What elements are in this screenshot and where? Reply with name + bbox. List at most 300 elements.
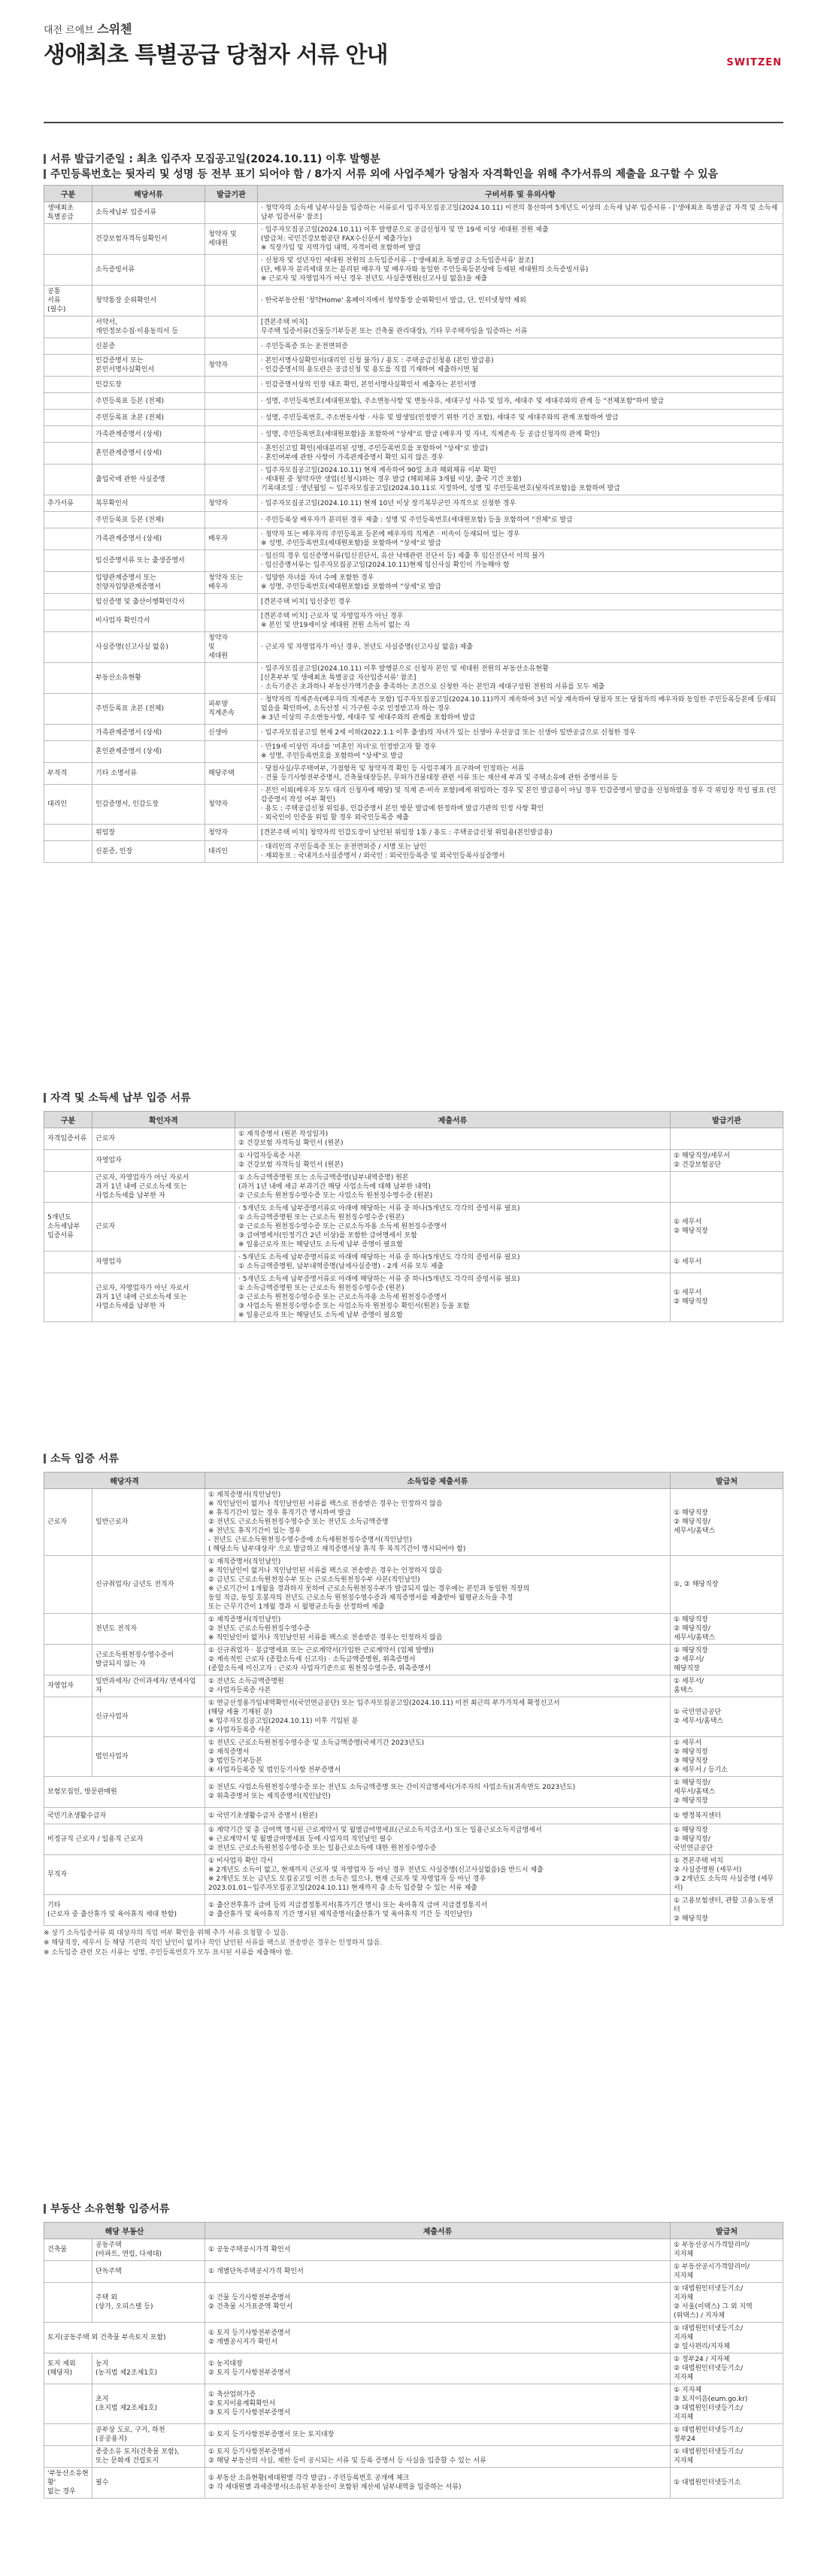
category-cell	[44, 2283, 92, 2323]
col-header: 구분	[44, 186, 92, 202]
col-header: 구비서류 및 유의사항	[258, 186, 783, 202]
issuer-cell	[205, 316, 258, 338]
note-cell: · 인감증명서상의 인장 대조 확인, 본인서명사실확인서 제출자는 본인서명	[258, 377, 783, 393]
table-property	[44, 2222, 783, 2499]
document-cell: 복무확인서	[92, 495, 205, 512]
category-cell	[44, 377, 92, 393]
table-header-row	[44, 1112, 783, 1128]
document-cell: 부동산소유현황	[92, 663, 205, 694]
category-cell	[44, 355, 92, 377]
documents-cell: ① 축산업허가증 ② 토지이용계획확인서 ③ 토지 등기사항전부증명서	[205, 2384, 671, 2424]
category-cell	[44, 632, 92, 663]
issuer-cell: ① 행정복지센터	[671, 1808, 783, 1824]
documents-cell: ① 재직증명서(직인날인) ② 전년도 근로소득원천징수영수증 ※ 직인날인이 없거나 직인날인된 서류를 팩스로 전송받은 경우는 인정하지 않음	[205, 1614, 671, 1645]
category-cell	[44, 528, 92, 550]
category-cell	[44, 594, 92, 610]
document-cell: 기타 소명서류	[92, 763, 205, 785]
income-notes: ※ 상기 소득입증서류 외 대상자의 직업 여부 확인을 위해 추가 서류 요청할 수 있음. ※ 해당직장, 세무서 등 해당 기관의 직인 날인이 없거나 작인 날인된 서류를 팩스로 전송받은 경우는 인정하지 않음. ※ 소득입증 관련 모든 서류는 성명, 주민등록번호가 모두 표시된 서류를 제출해야 함.	[44, 1930, 383, 1957]
qualification-cell: 초지 (초지법 제2조제1호)	[92, 2384, 205, 2424]
issuer-cell: ① 견본주택 비치 ② 사실증명원 (세무서) ③ 2개년도 소득의 사실증명 (세무서)	[671, 1855, 783, 1895]
table-row	[44, 1808, 783, 1824]
category-cell: 토지 제외 (해당자)	[44, 2354, 92, 2384]
table-header-row	[44, 186, 783, 202]
documents-cell: ① 전년도 사업소득원천징수영수증 또는 전년도 소득금액증명 또는 간이지급명세서(거주자의 사업소득)(귀속연도 2023년도) ② 위촉증명서 또는 재직증명서(직인날인)	[205, 1777, 671, 1808]
category-cell: 비정규직 근로자 / 일용직 근로자	[44, 1824, 205, 1855]
table-row	[44, 2261, 783, 2283]
document-cell: 인감증명서 또는 본인서명사실확인서	[92, 355, 205, 377]
issuer-cell	[205, 443, 258, 465]
document-cell: 인감증명서, 인감도장	[92, 785, 205, 825]
issuer-cell	[205, 255, 258, 286]
issuer-cell	[205, 741, 258, 763]
category-cell	[44, 610, 92, 632]
table-row	[44, 763, 783, 785]
category-cell	[44, 1273, 92, 1322]
issuer-cell: ① 해당직장 ② 해당직장/ 국민연금공단	[671, 1824, 783, 1855]
category-cell	[44, 338, 92, 355]
table-row	[44, 1737, 783, 1777]
documents-cell: ① 전년도 근로소득원천징수영수증 및 소득금액증명(국세기간 2023년도) ② 재직증명서 ③ 법인등기부등본 ④ 사업자등록증 및 법인등기사항 전부증명서	[205, 1737, 671, 1777]
qualification-cell: 근로자, 자영업자가 아닌 자로서 과거 1년 내에 근로소득세 또는 사업소득세를 납부한 자	[92, 1273, 235, 1322]
category-cell	[44, 2446, 92, 2468]
table-row	[44, 1855, 783, 1895]
table-main-docs	[44, 185, 783, 863]
col-header: 발급기관	[205, 186, 258, 202]
category-cell	[44, 694, 92, 725]
issuer-cell: ① 고용보험센터, 관할 고용노동센터 ② 해당직장	[671, 1895, 783, 1926]
table-row	[44, 528, 783, 550]
document-cell: 서약서, 개인정보수집·이용동의서 등	[92, 316, 205, 338]
issuer-cell: ① 해당직장 ② 해당직장/ 세무서/홈택스	[671, 1489, 783, 1556]
table-row	[44, 825, 783, 841]
category-cell: 무직자	[44, 1855, 205, 1895]
col-header: 제출서류	[205, 2223, 671, 2239]
table-row	[44, 663, 783, 694]
document-cell: 혼인관계증명서 (상세)	[92, 741, 205, 763]
qualification-cell: 단독주택	[92, 2261, 205, 2283]
category-cell	[44, 512, 92, 528]
issuer-cell	[205, 465, 258, 495]
documents-cell: · 5개년도 소득세 납부증명서류로 아래에 해당하는 서류 중 하나(5개년도 각각의 증빙서류 필요) ① 소득금액증명원, 납부내역증명(납세사실증명) - 2개 서류 모두 제출	[235, 1252, 671, 1273]
document-cell: 가족관계증명서 (상세)	[92, 725, 205, 741]
category-cell	[44, 550, 92, 572]
title-divider	[44, 122, 783, 123]
section-1	[44, 185, 783, 863]
category-cell	[44, 255, 92, 286]
qualification-cell: 농지 (농지법 제2조제1호)	[92, 2354, 205, 2384]
issuer-cell: ① 대법원인터넷등기소/ 정부24	[671, 2424, 783, 2446]
issuer-cell	[205, 410, 258, 426]
issuer-cell: 청약자 및 세대원	[205, 632, 258, 663]
category-cell: 국민기초생활수급자	[44, 1808, 205, 1824]
issuer-cell: ① 대법원인터넷등기소	[671, 2468, 783, 2499]
table-row	[44, 393, 783, 410]
table-row	[44, 410, 783, 426]
note-cell: · 본인서명사실확인서(대리인 신청 불가) / 용도 : 주택공급신청용 (본인 발급용) · 인감증명서의 용도란은 공급신청 및 용도를 직접 기재하여 제출하시면 됨	[258, 355, 783, 377]
note-cell: [견본주택 비치] 청약자의 인감도장이 날인된 위임장 1통 / 용도 : 주택공급신청 위임용(본인발급용)	[258, 825, 783, 841]
category-cell	[44, 2384, 92, 2424]
table-row	[44, 2384, 783, 2424]
category-cell	[44, 410, 92, 426]
category-cell	[44, 1150, 92, 1172]
table-row	[44, 725, 783, 741]
issuer-cell	[205, 610, 258, 632]
note-cell: · 만19세 이상인 자녀를 '미혼인 자녀'로 인정받고자 할 경우 ※ 성명, 주민등록번호를 포함하여 "상세"로 발급	[258, 741, 783, 763]
issuer-cell: ① 부동산공시가격알리미/ 지자체	[671, 2239, 783, 2261]
table-row	[44, 2354, 783, 2384]
intro-line-1: 서류 발급기준일 : 최초 입주자 모집공고일(2024.10.11) 이후 발행분	[50, 153, 380, 165]
table-row	[44, 2323, 783, 2354]
table-row	[44, 495, 783, 512]
category-cell	[44, 1645, 92, 1675]
document-cell: 가족관계증명서 (상세)	[92, 426, 205, 443]
document-cell: 청약통장 순위확인서	[92, 286, 205, 316]
note-cell: · 입양한 자녀를 자녀 수에 포함한 경우 ※ 성명, 주민등록번호(세대원포함)를 포함하여 "상세"로 발급	[258, 572, 783, 594]
table-row	[44, 594, 783, 610]
category-cell: 보험모집인, 방문판매원	[44, 1777, 205, 1808]
note-cell: · 주민등록상 배우자가 분리된 경우 제출 : 성명 및 주민등록번호(세대원포함) 등을 포함하여 "전체"로 발급	[258, 512, 783, 528]
table-row	[44, 443, 783, 465]
document-cell: 임신증명 및 출산이행확인각서	[92, 594, 205, 610]
documents-cell: ① 연금산정용가입내역확인서(국민연금공단) 또는 입주자모집공고일(2024.10.11) 이전 최근의 부가가치세 확정신고서 (해당 세율 기재된 분) ※ 입주자모집공고일(2024.10.11) 이후 기입된 분 ② 사업자등록증 사본	[205, 1697, 671, 1737]
document-cell: 건강보험자격득실확인서	[92, 224, 205, 255]
issuer-cell	[671, 1128, 783, 1150]
documents-cell: ① 건물 등기사항전부증명서 ② 건축물 시가표준액 확인서	[205, 2283, 671, 2323]
table-row	[44, 377, 783, 393]
documents-cell: ① 재직증명서(직인날인) ※ 직인날인이 없거나 직인날인된 서류를 팩스로 전송받은 경우는 인정하지 않음 ※ 휴직기간이 있는 경우 휴직기간 명시하여 발급 ② 전년도 근로소득원천징수영수증 또는 전년도 소득금액증명 ※ 전년도 휴직기간이 있는 경우 - 전년도 근로소득원천징수영수증에 소득세원천징수증명서(직인날인) ( 해당소득 납부대상자' 으로 발급하고 재직증명서상 휴직 후 복직기간이 명시되어야 함)	[205, 1489, 671, 1556]
table-row	[44, 1556, 783, 1614]
issuer-cell: 청약자	[205, 825, 258, 841]
note-cell: · 입주자모집공고일(2024.10.11) 현재 계속하여 90일 초과 해외체류 이부 확인 · 세대원 중 청약자만 생업(신청시)하는 경우 발급 (해외체류 3개월 이상, 출국 기간 포함) 기록대조일 : 생년월일 ~ 입주자모집공고일(2024.10.11로 지정하여, 성명 및 주민등록번호(뒷자리포함)를 포함하여 발급	[258, 465, 783, 495]
note-cell: · 청약자 또는 배우자의 주민등록표 등본에 배우자의 직계존 · 비속이 등재되어 있는 경우 ※ 성명, 주민등록번호(세대원포함)를 포함하여 "상세"로 발급	[258, 528, 783, 550]
note-cell: · 혼인신고일 확인(세대분리된 성명, 주민등록번호를 포함하여 "상세"로 발급) · 혼인여부에 관한 사항이 가족관계증명서 확인 되지 않은 경우	[258, 443, 783, 465]
note-cell: · 주민등록증 또는 운전면허증	[258, 338, 783, 355]
issuer-cell: ① 대법원인터넷등기소/ 지자체	[671, 2446, 783, 2468]
document-cell: 주민등록표 초본 (전체)	[92, 410, 205, 426]
qualification-cell: 필수	[92, 2468, 205, 2499]
qualification-cell: 전년도 전직자	[92, 1614, 205, 1645]
col-header: 발급처	[671, 2223, 783, 2239]
issuer-cell	[205, 512, 258, 528]
table-row	[44, 316, 783, 338]
qualification-cell: 자영업자	[92, 1150, 235, 1172]
note-cell: · 성명, 주민등록번호(세대원포함), 주소변동사항 및 변동사유, 세대구성 사유 및 일자, 세대주 및 세대주와의 관계 등 "전체포함"하여 발급	[258, 393, 783, 410]
qualification-cell: 주택 외 (상가, 오피스텔 등)	[92, 2283, 205, 2323]
issuer-cell	[205, 393, 258, 410]
table-row	[44, 426, 783, 443]
category-cell: 자영업자	[44, 1675, 92, 1697]
col-header: 해당 부동산	[44, 2223, 205, 2239]
documents-cell: · 5개년도 소득세 납부증명서류로 아래에 해당하는 서류 중 하나(5개년도 각각의 증빙서류 필요) ① 소득금액증명원 또는 근로소득 원천징수영수증 (원본) ② 근로소득 원천징수영수증 또는 근로소득자용 소득세 원천징수증명서 ③ 급여명세서(인정기간 2년 이상)를 포함한 급여명세서 포함 ※ 일용근로자 또는 해당년도 소득세 납부 증명이 필요함	[235, 1203, 671, 1252]
document-cell: 신분증	[92, 338, 205, 355]
documents-cell: ① 부동산 소유현황(세대원별 각각 발급) - 주민등록번호 공개에 체크 ② 각 세대원별 과세증명서(소유된 부동산이 포함된 재산세 납부내역을 입증하는 서류)	[205, 2468, 671, 2499]
category-cell	[44, 2424, 92, 2446]
table-row	[44, 1489, 783, 1556]
table-row	[44, 785, 783, 825]
documents-cell: ① 토지 등기사항전부증명서 ② 개별공시지가 확인서	[205, 2323, 671, 2354]
documents-cell: · 5개년도 소득세 납부증명서류로 아래에 해당하는 서류 중 하나(5개년도 각각의 증빙서류 필요) ① 소득금액증명원 또는 근로소득 원천징수영수증 (원본) ② 근로소득 원천징수영수증 또는 근로소득자용 소득세 원천징수증명서 ③ 사업소득 원천징수영수증 또는 사업소득자 원천징수 확인서(원본) 등을 포함 ※ 일용근로자 또는 해당년도 소득세 납부 증명이 필요함	[235, 1273, 671, 1322]
brand-logo: SWITZEN	[726, 57, 782, 68]
document-cell: 비사업자 확인각서	[92, 610, 205, 632]
category-cell	[44, 825, 92, 841]
category-cell	[44, 393, 92, 410]
document-cell: 위임장	[92, 825, 205, 841]
table-row	[44, 1777, 783, 1808]
document-cell: 출입국에 관한 사실증명	[92, 465, 205, 495]
note-cell: [견본주택 비치] 임신중인 경우	[258, 594, 783, 610]
category-cell	[44, 1172, 92, 1203]
issuer-cell	[205, 550, 258, 572]
note-cell: · 성명, 주민등록번호(세대원포함)을 포함하여 "상세"로 발급 (배우자 및 자녀, 직계존속 등 공급신청자의 관계 확인)	[258, 426, 783, 443]
pre-title-brand: 스위첸	[97, 22, 132, 36]
col-header: 구분	[44, 1112, 92, 1128]
col-header: 확인자격	[92, 1112, 235, 1128]
table-row	[44, 338, 783, 355]
note-cell: · 청약자의 소득세 납부사실을 입증하는 서류로서 입주자모집공고일(2024.10.11) 이전의 통산하여 5개년도 이상의 소득세 납부 입증서류 - ['생애최초 특별공급 자격 및 소득세납부 입증서류' 참조]	[258, 202, 783, 224]
table-header-row	[44, 2223, 783, 2239]
table-row	[44, 841, 783, 863]
qualification-cell: 법인사업자	[92, 1737, 205, 1777]
note-cell: · 본인 이외(배우자 모두 대리 신청자에 해당) 및 직계 존·비속 포함)에게 위임하는 경우 및 본인 발급용이 아닐 경우 인감증명서 발급을 신청하였을 경우 각 위임장 작성 필요 (인감증명서 작성 여부 확인) · 용도 : 주택공급신청 위임용, 인감증명서 본인 방문 발급에 한정하며 발급기관의 인정 사항 확인 · 외국인이 인증을 위임 할 경우 외국인등록증 제출	[258, 785, 783, 825]
qualification-cell: 근로자, 자영업자가 아닌 자로서 과거 1년 내에 근로소득세 또는 사업소득세를 납부한 자	[92, 1172, 235, 1203]
issuer-cell: ① 세무서 ② 해당직장 ③ 해당직장 ④ 세무서 / 등기소	[671, 1737, 783, 1777]
documents-cell: ① 출산전후휴가 급여 등의 지급결정통지서(휴가기간 명시) 또는 육아휴직 급여 지급결정통지서 ② 출산휴가 및 육아휴직 기간 명시된 재직증명서(출산휴가 및 육아휴직 기간 등 직인날인)	[205, 1895, 671, 1926]
category-cell	[44, 316, 92, 338]
note-cell: · 청약자의 직계존속(배우자의 직계존속 포함) 입주자모집공고일(2024.10.11)까지 계속하여 3년 이상 계속하여 당첨자 또는 당첨자의 배우자와 동일한 주민등록등본에 등재되었음을 확인하여, 소득산정 시 가구원 수로 인정받고자 하는 경우 ※ 3년 이상의 주소변동사항, 세대주 및 세대주와의 관계를 포함하여 발급	[258, 694, 783, 725]
category-cell	[44, 1556, 92, 1614]
page-title: 생애최초 특별공급 당첨자 서류 안내	[44, 42, 388, 68]
issuer-cell: ① 대법원인터넷등기소/ 지자체 ② 일사편리/지자체	[671, 2323, 783, 2354]
table-row	[44, 465, 783, 495]
category-cell	[44, 663, 92, 694]
category-cell	[44, 224, 92, 255]
note-cell: · 임신의 경우 임신증명서류(임신진단서, 유산 낙태관련 진단서 등) 제출 후 임신진단서 이의 불가 · 임신증명서류는 입주자모집공고일(2024.10.11)현재 임신사실 확인이 가능해야 함	[258, 550, 783, 572]
category-cell	[44, 841, 92, 863]
document-cell: 소득세납부 입증서류	[92, 202, 205, 224]
documents-cell: ① 토지 등기사항전부증명서 ② 해당 부동산의 사실, 제한 등이 공시되는 서류 및 등록 증명서 등 사실을 입증할 수 있는 서류	[205, 2446, 671, 2468]
intro-line-2: 주민등록번호는 뒷자리 및 성명 등 전부 표기 되어야 함 / 8가지 서류 외에 사업주체가 당첨자 자격확인을 위해 추가서류의 제출을 요구할 수 있음	[50, 168, 719, 180]
col-header: 발급처	[671, 1473, 783, 1489]
note-cell: [견본주택 비치] 근로자 및 자영업자가 아닌 경우 ※ 본인 및 만19세이상 세대원 전원 소득이 없는 자	[258, 610, 783, 632]
document-cell: 소득증빙서류	[92, 255, 205, 286]
documents-cell: ① 농지대장 ② 토지 등기사항전부증명서	[205, 2354, 671, 2384]
issuer-cell: ① 세무서 ② 해당직장	[671, 1273, 783, 1322]
table-row	[44, 741, 783, 763]
documents-cell: ① 토지 등기사항전부증명서 또는 토지대장	[205, 2424, 671, 2446]
issuer-cell: ① 해당직장/ 세무서/홈택스 ② 해당직장	[671, 1777, 783, 1808]
category-cell	[44, 741, 92, 763]
issuer-cell	[205, 377, 258, 393]
document-cell: 주민등록표 등본 (전체)	[92, 393, 205, 410]
intro	[44, 152, 795, 182]
document-cell: 사실증명(신고사실 없음)	[92, 632, 205, 663]
category-cell	[44, 1737, 92, 1777]
documents-cell: ① 재직증명서 (원본 작성일자) ② 건강보험 자격득실 확인서 (원본)	[235, 1128, 671, 1150]
table-row	[44, 286, 783, 316]
category-cell: 생애최초 특별공급	[44, 202, 92, 224]
col-header: 해당서류	[92, 186, 205, 202]
category-cell	[44, 725, 92, 741]
issuer-cell	[205, 594, 258, 610]
section-3	[44, 1452, 783, 1958]
issuer-cell: 청약자	[205, 355, 258, 377]
document-cell: 임신증명서류 또는 출생증명서	[92, 550, 205, 572]
category-cell	[44, 426, 92, 443]
table-row	[44, 550, 783, 572]
documents-cell: ① 비사업자 확인 각서 ※ 2개년도 소득이 없고, 현재까지 근로자 및 자영업자 등 아닌 경우 전년도 사실증명(신고사실없음)을 반드시 제출 ※ 2개년도 또는 금년도 모집공고일 이전 소득은 있으나, 현재 근로자 및 자영업자 등 아닌 경우 2023.01.01~입주자모집공고일(2024.10.11) 현재까지 총 소득 입증할 수 있는 서류 제출	[205, 1855, 671, 1895]
col-header: 발급기관	[671, 1112, 783, 1128]
table-row	[44, 632, 783, 663]
table-row	[44, 2446, 783, 2468]
table-row	[44, 572, 783, 594]
table-row	[44, 1203, 783, 1252]
table-row	[44, 1614, 783, 1645]
qualification-cell: 일반근로자	[92, 1489, 205, 1556]
category-cell	[44, 2261, 92, 2283]
section-3-title: 소득 입증 서류	[50, 1453, 119, 1465]
qualification-cell: 근로자	[92, 1128, 235, 1150]
documents-cell: ① 개별단독주택공시가격 확인서	[205, 2261, 671, 2283]
issuer-cell: 청약자 및 세대원	[205, 224, 258, 255]
issuer-cell: 해당주택	[205, 763, 258, 785]
documents-cell: ① 신규취업자 · 봉급명세표 또는 근로계약서(가입한 근로계약서 (업체 발행)) ② 계속적인 근로자 (종합소득세 신고자) · 소득금액증명원, 위촉증명서 (종합소득세 미신고자 : 근로자 사업자기준으로 원천징수영수증, 위촉증명서	[205, 1645, 671, 1675]
note-cell: · 입주자모집공고일 현재 2세 이하(2022.1.1 이후 출생)의 자녀가 있는 신생아 우선공급 또는 신생아 일반공급으로 신청한 경우	[258, 725, 783, 741]
pre-title-small: 대전 르에브	[44, 25, 94, 36]
table-row	[44, 2424, 783, 2446]
table-row	[44, 2283, 783, 2323]
issuer-cell: ① 정부24 / 지자체 ② 대법원인터넷등기소/ 지자체	[671, 2354, 783, 2384]
note-cell: · 입주자모집공고일(2024.10.11) 이후 발행분으로 신청자 본인 및 세대원 전원의 부동산소유현황 [신혼부부 및 생애최초 특별공급 자산입증서류' 참조] · 소득기준은 초과하나 부동산가액기준을 충족하는 조건으로 신청한 자는 본인과 세대구성원 전원의 서류를 모두 제출	[258, 663, 783, 694]
table-row	[44, 2468, 783, 2499]
document-cell: 주민등록표 초본 (전체)	[92, 694, 205, 725]
issuer-cell: 청약자	[205, 785, 258, 825]
note-cell: · 입주자모집공고일(2024.10.11) 현재 10년 이상 장기복무군인 자격으로 신청한 경우	[258, 495, 783, 512]
category-cell	[44, 1252, 92, 1273]
category-cell: 부적격	[44, 763, 92, 785]
section-4	[44, 2202, 783, 2499]
table-header-row	[44, 1473, 783, 1489]
document-cell: 인감도장	[92, 377, 205, 393]
category-cell: 5개년도 소득세납부 입증서류	[44, 1203, 92, 1252]
table-row	[44, 202, 783, 224]
table-row	[44, 1273, 783, 1322]
table-row	[44, 1824, 783, 1855]
issuer-cell: 청약자 또는 배우자	[205, 572, 258, 594]
category-cell: 근로자	[44, 1489, 92, 1556]
issuer-cell: 배우자	[205, 528, 258, 550]
document-cell: 신분증, 인장	[92, 841, 205, 863]
qualification-cell: 공부상 도로, 구거, 하천 (공공용지)	[92, 2424, 205, 2446]
document-cell: 가족관계증명서 (상세)	[92, 528, 205, 550]
table-row	[44, 1675, 783, 1697]
issuer-cell: 청약자	[205, 495, 258, 512]
category-cell: '부동산소유현황' 없는 경우	[44, 2468, 92, 2499]
documents-cell: ① 사업자등록증 사본 ② 건강보험 자격득실 확인서 (원본)	[235, 1150, 671, 1172]
note-cell: [견본주택 비치] 무주택 입증서류(건물등기부등본 또는 건축물 관리대장), 기타 무주택자임을 입증하는 서류	[258, 316, 783, 338]
issuer-cell	[205, 663, 258, 694]
issuer-cell: 대리인	[205, 841, 258, 863]
category-cell: 기타 (근로자 중 출산휴가 및 육아휴직 세대 한함)	[44, 1895, 205, 1926]
issuer-cell: ① 대법원인터넷등기소/ 지자체 ② 서울(이택스) 그 외 지역 (위택스) / 지자체	[671, 2283, 783, 2323]
table-row	[44, 1172, 783, 1203]
documents-cell: ① 공동주택공시가격 확인서	[205, 2239, 671, 2261]
table-row	[44, 610, 783, 632]
category-cell	[44, 443, 92, 465]
issuer-cell: ① 국민연금공단 ② 세무서/홈택스	[671, 1697, 783, 1737]
documents-cell: ① 계약기간 및 총 급여액 명시된 근로계약서 및 월별급여명세표(근로소득지급조서) 또는 일용근로소득지급명세서 ※ 근로계약서 및 월별급여명세표 등에 사업자의 직인날인 필수 ② 전년도 근로소득원천징수영수증 또는 일용근로소득에 대한 원천징수영수증	[205, 1824, 671, 1855]
issuer-cell: ① 세무서 ② 해당직장	[671, 1203, 783, 1252]
qualification-cell: 자영업자	[92, 1252, 235, 1273]
table-row	[44, 1128, 783, 1150]
note-cell: · 당첨사실/무주택여부, 가점항목 및 청약자격 확인 등 사업주체가 요구하여 인정하는 서류 · 건물 등기사항전부증명서, 건축물대장등본, 무허가건물대장 관련 서류 또는 재산세 부과 및 주택소유에 관한 증명서류 등	[258, 763, 783, 785]
col-header: 제출서류	[235, 1112, 671, 1128]
col-header: 해당자격	[44, 1473, 205, 1489]
col-header: 소득입증 제출서류	[205, 1473, 671, 1489]
issuer-cell	[205, 202, 258, 224]
category-cell	[44, 1697, 92, 1737]
table-row	[44, 255, 783, 286]
issuer-cell: ① 세무서	[671, 1252, 783, 1273]
section-4-title: 부동산 소유현황 입증서류	[50, 2203, 170, 2215]
issuer-cell	[205, 286, 258, 316]
issuer-cell	[205, 426, 258, 443]
category-cell: 공통 서류 (필수)	[44, 286, 92, 316]
document-cell: 혼인관계증명서 (상세)	[92, 443, 205, 465]
category-cell: 추가서류	[44, 495, 92, 512]
pre-title	[44, 20, 132, 37]
issuer-cell	[205, 338, 258, 355]
issuer-cell: ① 부동산공시가격알리미/ 지자체	[671, 2261, 783, 2283]
category-cell	[44, 1614, 92, 1645]
table-row	[44, 355, 783, 377]
table-row	[44, 2239, 783, 2261]
qualification-cell: 공동주택 (아파트, 연립, 다세대)	[92, 2239, 205, 2261]
category-cell: 건축물	[44, 2239, 92, 2261]
issuer-cell: 신생아	[205, 725, 258, 741]
qualification-cell: 근로소득원천징수영수증이 발급되지 않는 자	[92, 1645, 205, 1675]
qualification-cell: 근로자	[92, 1203, 235, 1252]
issuer-cell: ①, ② 해당직장	[671, 1556, 783, 1614]
table-row	[44, 1645, 783, 1675]
issuer-cell: ① 해당직장/세무서 ② 건강보험공단	[671, 1150, 783, 1172]
issuer-cell	[671, 1172, 783, 1203]
qualification-cell: 종중소유 토지(건축물 포함), 또는 문화재 건립토지	[92, 2446, 205, 2468]
table-row	[44, 694, 783, 725]
note-cell: · 성명, 주민등록번호, 주소변동사항 · 사유 및 발생일(인정받기 위한 기간 포함), 세대주 및 세대주와의 관계 포함하여 발급	[258, 410, 783, 426]
issuer-cell: ① 해당직장 ② 세무서/ 해당직장	[671, 1645, 783, 1675]
note-cell: · 한국부동산원 '청약Home' 홈페이지에서 청약통장 순위확인서 발급, 단, 인터넷청약 제외	[258, 286, 783, 316]
issuer-cell: ① 세무서/ 홈택스	[671, 1675, 783, 1697]
note-cell: · 근로자 및 자영업자가 아닌 경우, 전년도 사실증명(신고사실 없음) 제출	[258, 632, 783, 663]
category-cell: 자격입증서류	[44, 1128, 92, 1150]
category-cell: 대리인	[44, 785, 92, 825]
page-header	[0, 0, 827, 75]
note-cell: · 대리인의 주민등록증 또는 운전면허증 / 서명 또는 날인 · 재외동포 : 국내거소사실증명서 / 외국인 : 외국인등록증 및 외국인등록사실증명서	[258, 841, 783, 863]
documents-cell: ① 소득금액증명원 또는 소득금액증명(납부내역증명) 원본 (과거 1년 내에 세금 부과기간 해당 사업소득에 대해 납부한 내역) ② 근로소득 원천징수영수증 또는 사업소득 원천징수영수증 (원본)	[235, 1172, 671, 1203]
table-row	[44, 1252, 783, 1273]
table-row	[44, 224, 783, 255]
section-2-title: 자격 및 소득세 납부 입증 서류	[50, 1092, 191, 1104]
table-income	[44, 1472, 783, 1926]
issuer-cell: ① 지자체 ② 토지이음(eum.go.kr) ③ 대법원인터넷등기소/ 지자체	[671, 2384, 783, 2424]
category-cell: 토지(공동주택 외 건축물 부속토지 포함)	[44, 2323, 205, 2354]
table-row	[44, 1895, 783, 1926]
table-row	[44, 512, 783, 528]
table-row	[44, 1697, 783, 1737]
section-2	[44, 1091, 783, 1322]
qualification-cell: 일반과세자/ 간이과세자/ 면세사업자	[92, 1675, 205, 1697]
issuer-cell: ① 해당직장 ② 해당직장/ 세무서/홈택스	[671, 1614, 783, 1645]
